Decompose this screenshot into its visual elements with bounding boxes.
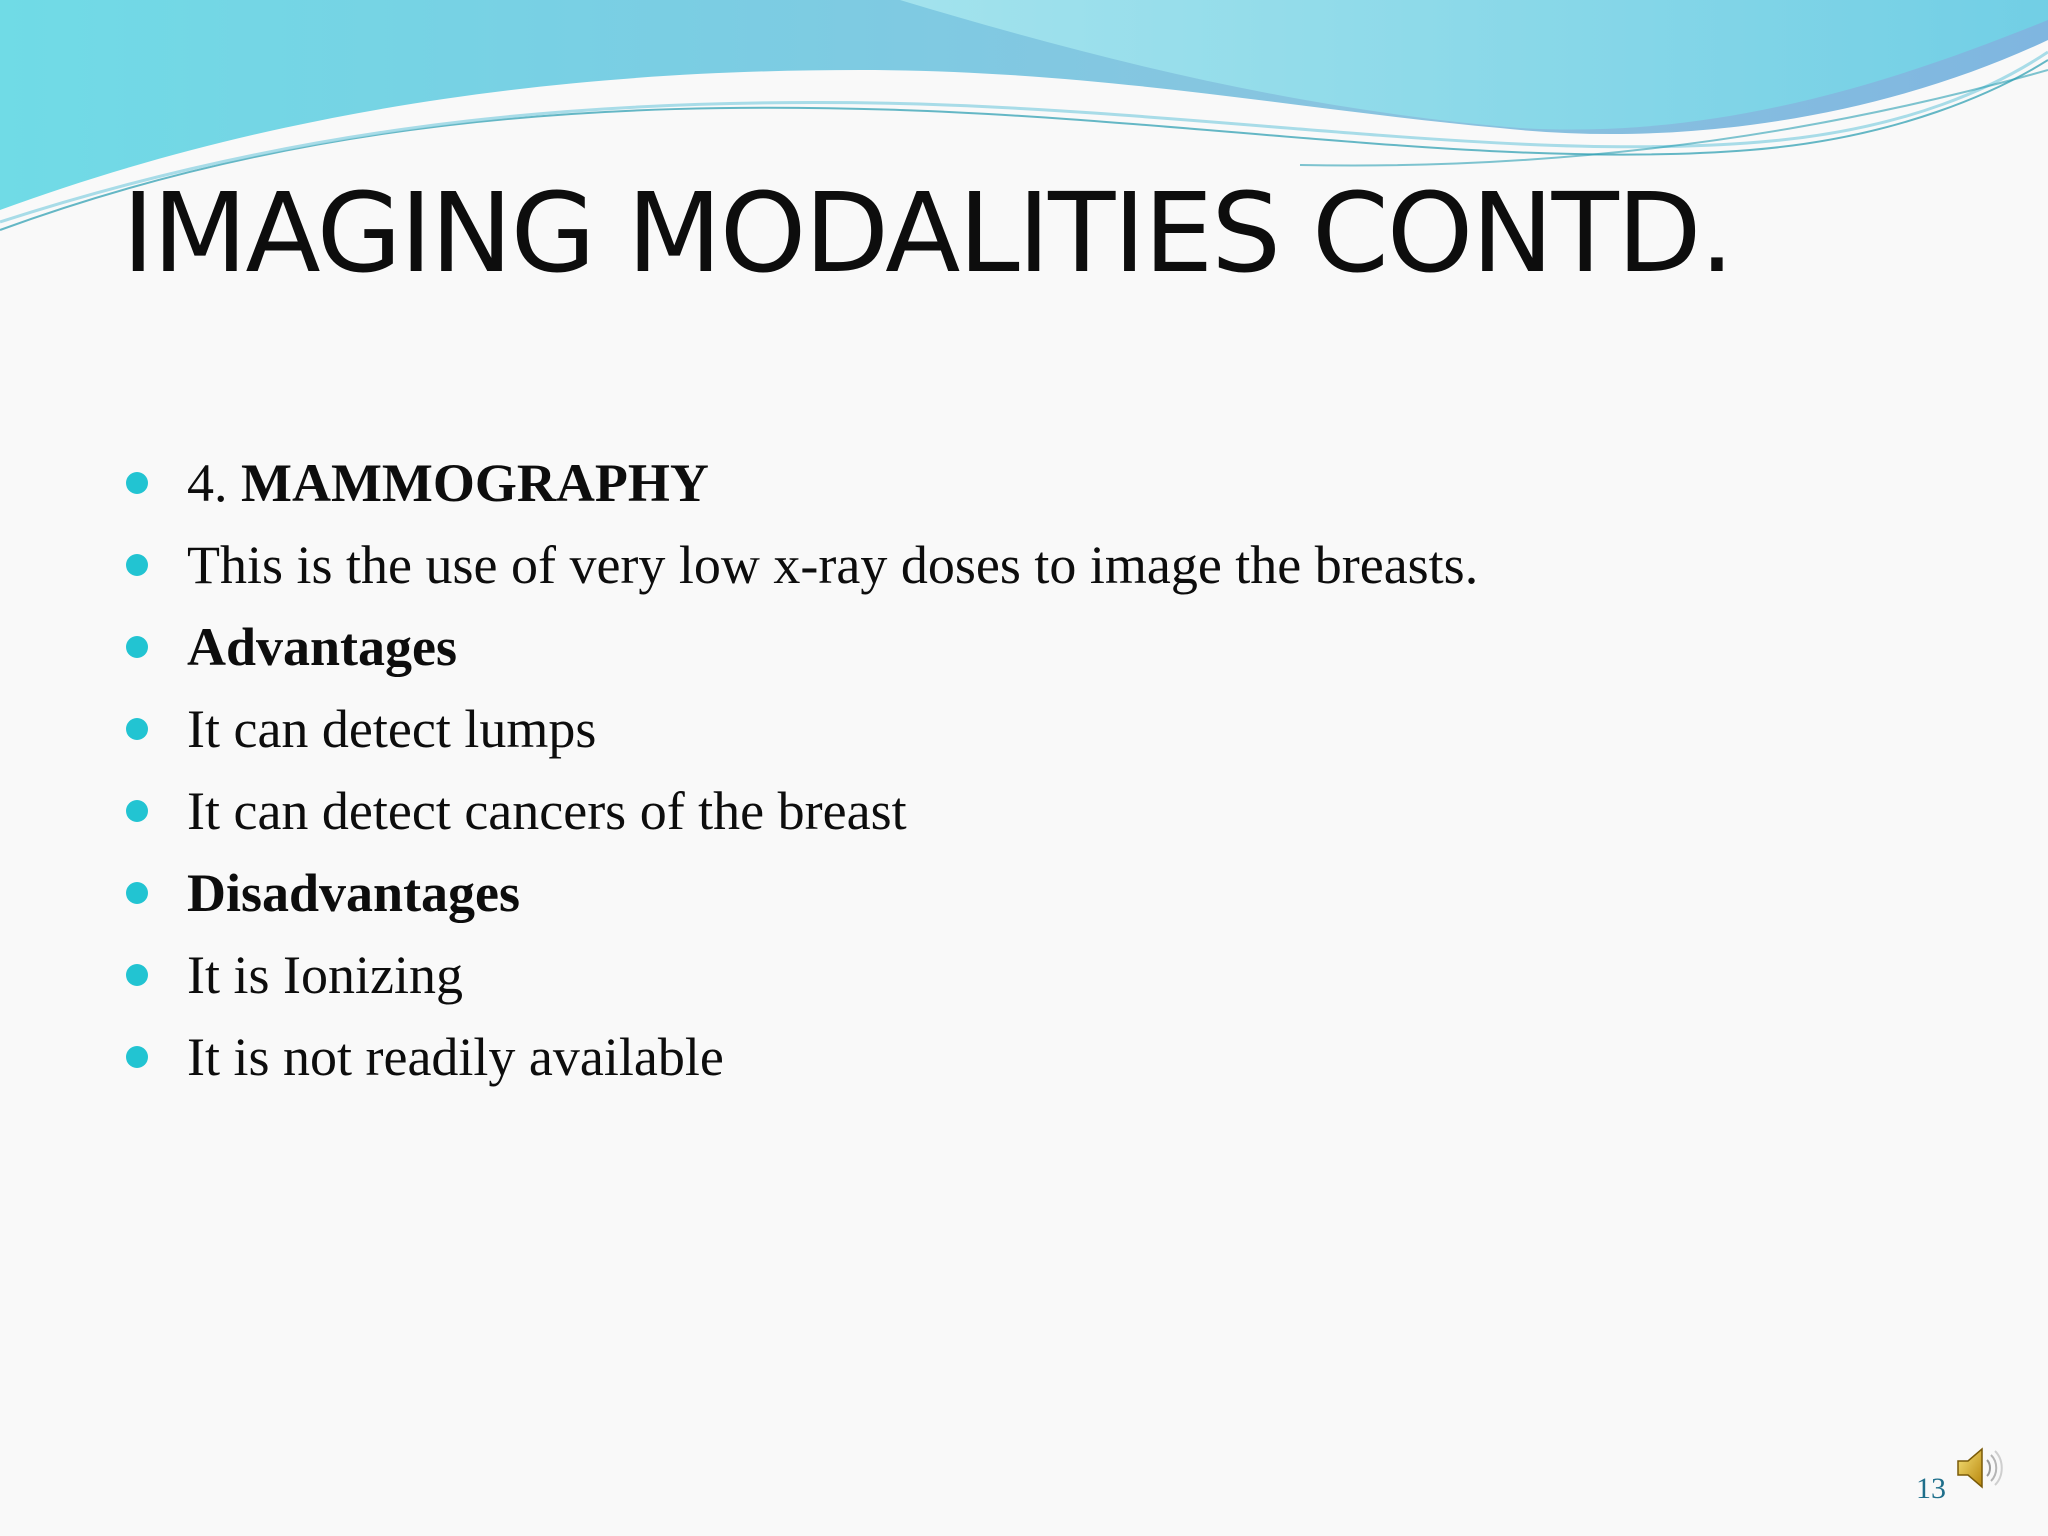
page-number: 13 — [1916, 1472, 1946, 1505]
bullet-dot-icon — [126, 882, 148, 904]
advantage-item: It can detect lumps — [187, 699, 597, 759]
bullet-list — [126, 442, 1478, 1098]
bullet-dot-icon — [126, 1046, 148, 1068]
list-item — [126, 934, 1478, 1016]
bullet-dot-icon — [126, 636, 148, 658]
bullet-dot-icon — [126, 472, 148, 494]
advantages-heading: Advantages — [187, 617, 458, 677]
bullet-dot-icon — [126, 964, 148, 986]
section-heading-mammography: MAMMOGRAPHY — [241, 453, 709, 513]
speaker-icon[interactable] — [1952, 1442, 2004, 1494]
disadvantage-item: It is Ionizing — [187, 945, 463, 1005]
description-text: This is the use of very low x-ray doses to image the breasts. — [187, 535, 1479, 595]
list-item — [126, 442, 1478, 524]
item-number: 4. — [187, 453, 241, 513]
disadvantage-item: It is not readily available — [187, 1027, 724, 1087]
advantage-item: It can detect cancers of the breast — [187, 781, 907, 841]
list-item — [126, 852, 1478, 934]
list-item — [126, 770, 1478, 852]
bullet-dot-icon — [126, 718, 148, 740]
list-item — [126, 524, 1478, 606]
slide-title: IMAGING MODALITIES CONTD. — [122, 169, 1733, 297]
list-item — [126, 1016, 1478, 1098]
bullet-dot-icon — [126, 554, 148, 576]
bullet-dot-icon — [126, 800, 148, 822]
list-item — [126, 606, 1478, 688]
list-item — [126, 688, 1478, 770]
disadvantages-heading: Disadvantages — [187, 863, 521, 923]
